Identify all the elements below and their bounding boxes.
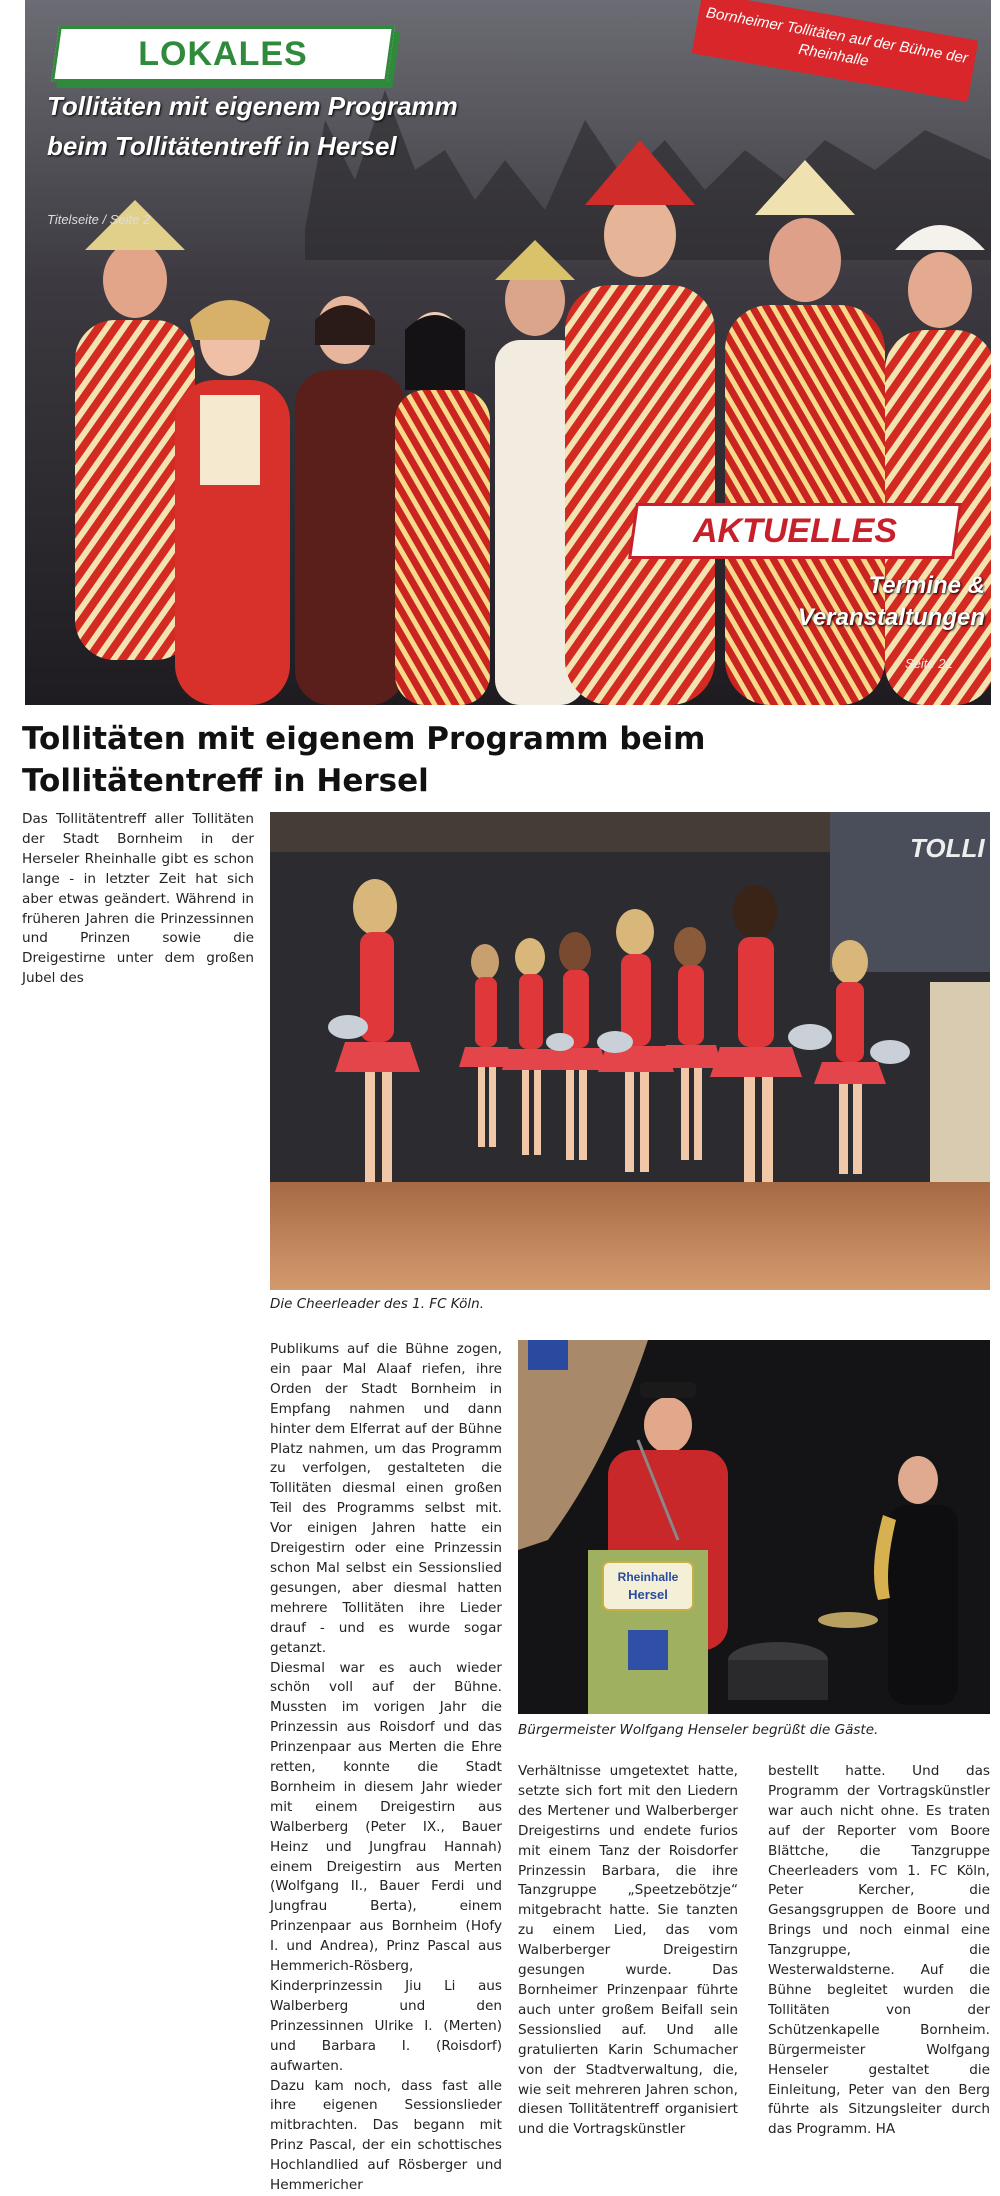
cheerleader-illustration: [270, 812, 990, 1290]
lectern-sign-line1: Rheinhalle: [617, 1570, 679, 1584]
col2-text: Verhältnisse umgetextet hatte, setzte sich fort mit den Liedern des Mertener und Walberberger Dreigestirns und endete furios mit einem Tanz der Roisdorfer Prinzessin Barbara, die ihre Tanzgruppe „Speetzebötzje“ mitgebracht hatte. Sie tanzten zu einem Lied, das vom Walberberger Dreigestirn gesungen wurde. Das Bornheimer Prinzenpaar führte auch unter großem Beifall sein Sessionslied auf. Und alle gratulierten Karin Schumacher von der Stadtverwaltung, die, wie seit mehreren Jahren schon, diesen Tollitätentreff organisiert und die Vortragskünstler: [518, 1763, 738, 2138]
aktuelles-page-ref: Seite 22: [905, 656, 953, 671]
mayor-illustration: [518, 1340, 990, 1714]
lokales-label: [51, 26, 395, 82]
hero-headline: Tollitäten mit eigenem Programm beim Tollitätentreff in Hersel: [47, 91, 458, 161]
photo1-caption: Die Cheerleader des 1. FC Köln.: [270, 1296, 485, 1312]
article-col2: [518, 1762, 738, 2140]
tolli-sign: TOLLI: [910, 833, 985, 863]
article-headline: Tollitäten mit eigenem Programm beim Tollitätentreff in Hersel: [22, 721, 706, 799]
red-banner: Bornheimer Tollitäten auf der Bühne der Rheinhalle: [692, 0, 979, 102]
article-intro: [22, 810, 254, 989]
lokales-text: LOKALES: [138, 35, 308, 73]
hero-photo: [25, 0, 991, 705]
col1-text: Publikums auf die Bühne zogen, ein paar Mal Alaaf riefen, ihre Orden der Stadt Bornheim in Empfang nahmen und dann hinter dem Elferrat auf der Bühne Platz nahmen, um das Programm zu verfolgen, gestalteten die Tollitäten diesmal einen großen Teil des Programms selbst mit. Vor einigen Jahren hatte ein Dreigestirn oder eine Prinzessin schon Mal selbst ein Sessionslied gesungen, aber diesmal hatten mehrere Tollitäten ihre Lieder drauf - und es wurde sogar getanzt.: [270, 1341, 502, 1656]
cheerleader-photo: [270, 812, 990, 1290]
aktuelles-text: AKTUELLES: [693, 512, 897, 550]
photo2-caption: Bürgermeister Wolfgang Henseler begrüßt die Gäste.: [518, 1722, 879, 1738]
article-col3: [768, 1762, 990, 2140]
intro-text: Das Tollitätentreff aller Tollitäten der Stadt Bornheim in der Herseler Rheinhalle gibt es schon lange - in letzter Zeit hat sich aber etwas geändert. Während in früheren Jahren die Prinzessinnen und Prinzen sowie die Dreigestirne unter dem großen Jubel des: [22, 811, 254, 987]
lectern-sign-line2: Hersel: [628, 1587, 668, 1602]
col1-text-p2: Diesmal war es auch wieder schön voll auf der Bühne. Mussten im vorigen Jahr die Prinzessin aus Roisdorf und das Prinzenpaar aus Merten die Ehre retten, konnte die Stadt Bornheim in diesem Jahr wieder mit einem Dreigestirn aus Walberberg (Peter IX., Bauer Heinz und Jungfrau Hannah) einem Dreigestirn aus Merten (Wolfgang II., Bauer Ferdi und Jungfrau Berta), einem Prinzenpaar aus Bornheim (Hofy I. und Andrea), Prinz Pascal aus Hemmerich-Rösberg, Kinderprinzessin Jiu Li aus Walberberg und den Prinzessinnen Ulrike I. (Merten) und Barbara I. (Roisdorf) aufwarten.: [270, 1659, 502, 2074]
mayor-photo: [518, 1340, 990, 1714]
article-col1: [270, 1340, 502, 2196]
col1-text-p3: Dazu kam noch, dass fast alle ihre eigenen Sessionslieder mitbrachten. Das begann mit Prinz Pascal, der ein schottisches Hochlandlied auf Rösberger und Hemmericher: [270, 2077, 502, 2194]
aktuelles-label: [631, 506, 958, 556]
aktuelles-subtitle: Termine & Veranstaltungen: [797, 572, 985, 631]
hero-page-ref: Titelseite / Seite 2: [47, 212, 151, 227]
col3-text: bestellt hatte. Und das Programm der Vortragskünstler war auch nicht ohne. Es traten auf der Reporter vom Boore Blättche, die Tanzgruppe Cheerleaders vom 1. FC Köln, Peter Kercher, die Gesangsgruppen de Boore und Brings und noch einmal eine Tanzgruppe, die Westerwaldsterne. Auf die Bühne begleitet wurden die Tollitäten von der Schützenkapelle Bornheim. Bürgermeister Wolfgang Henseler gestaltet die Einleitung, Peter van den Berg führte als Sitzungsleiter durch das Programm. HA: [768, 1763, 990, 2138]
